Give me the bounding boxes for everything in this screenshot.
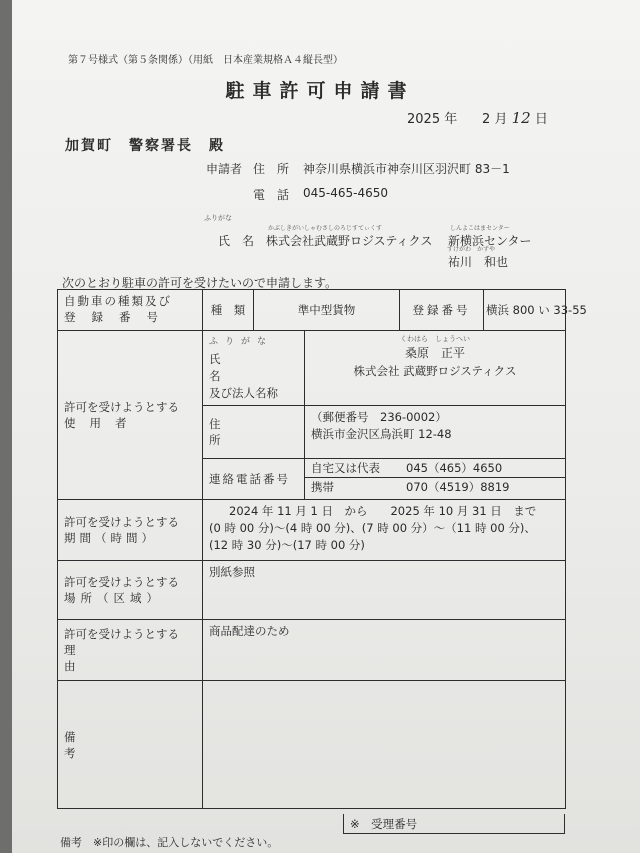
- applicant-name-label: 氏 名: [218, 234, 255, 248]
- place-row: [58, 561, 566, 620]
- user-mobile-phone: 070（4519）8819: [406, 480, 510, 494]
- applicant-company-ruby: かぶしきがいしゃむさしのろじすてぃくす: [268, 225, 383, 232]
- period-line2: (0 時 00 分)～(4 時 00 分)、(7 時 00 分）～（11 時 00 分)、: [209, 521, 536, 535]
- vehicle-label-line2: 登録番号: [64, 310, 174, 324]
- place-label-line2: 場所（区域）: [64, 591, 163, 605]
- reason-label: [58, 620, 203, 681]
- period-label-line1: 許可を受けようとする: [64, 515, 179, 529]
- user-name-cell: [305, 331, 566, 406]
- remarks-row: [58, 681, 566, 809]
- date-day-unit: 日: [534, 112, 548, 127]
- user-name-label-furigana: ふりがな: [209, 337, 274, 347]
- vehicle-reg-label: 登録番号: [400, 290, 484, 331]
- user-address-label: 住 所: [203, 406, 305, 459]
- applicant-company: 株式会社武蔵野ロジスティクス: [266, 234, 433, 248]
- footnote: 備考 ※印の欄は、記入しないでください。: [60, 836, 279, 849]
- user-name-label: [203, 331, 305, 406]
- vehicle-label-line1: 自動車の種類及び: [64, 294, 172, 308]
- user-mobile-label: 携帯: [311, 480, 334, 494]
- place-value: 別紙参照: [203, 561, 566, 620]
- remarks-value: [203, 681, 566, 809]
- receipt-number-box: ※ 受理番号: [343, 814, 565, 834]
- user-contact-cell: [305, 459, 566, 500]
- user-postal: （郵便番号 236-0002）: [311, 410, 447, 424]
- applicant-furigana-label: ふりがな: [204, 214, 232, 222]
- user-name-row: [58, 331, 566, 406]
- applicant-person: 祐川 和也: [448, 255, 509, 269]
- user-name-label-name: 氏名: [209, 352, 261, 383]
- place-label-line1: 許可を受けようとする: [64, 575, 179, 589]
- applicant-person-ruby: すけがわ かずや: [447, 246, 496, 253]
- user-name: 桑原 正平: [404, 346, 465, 360]
- vehicle-reg: 横浜 800 い 33-55: [484, 290, 566, 331]
- reason-value: 商品配達のため: [203, 620, 566, 681]
- date-day: 12: [511, 109, 531, 127]
- application-date: [407, 108, 548, 127]
- vehicle-label: [58, 290, 203, 331]
- period-line1: 2024 年 11 月 1 日 から 2025 年 10 月 31 日 まで: [229, 504, 537, 518]
- applicant-role-label: 申請者: [206, 162, 243, 176]
- page-title: 駐車許可申請書: [225, 80, 415, 102]
- user-name-label-corp: 及び法人名称: [209, 386, 278, 400]
- user-company: 株式会社 武蔵野ロジスティクス: [353, 364, 517, 378]
- reason-label-line1: 許可を受けようとする: [64, 627, 179, 641]
- user-label-line2: 使用者: [64, 416, 141, 430]
- vehicle-row: [58, 290, 566, 331]
- applicant-phone: 045-465-4650: [303, 186, 389, 200]
- form-number: 第７号様式（第５条関係）（用紙 日本産業規格Ａ４縦長型）: [68, 55, 343, 66]
- user-label: [58, 331, 203, 500]
- date-year-unit: 年: [444, 112, 458, 127]
- period-row: [58, 500, 566, 561]
- intro-text: 次のとおり駐車の許可を受けたいので申請します。: [62, 276, 338, 290]
- period-line3: (12 時 30 分)～(17 時 00 分): [209, 538, 365, 552]
- period-label: [58, 500, 203, 561]
- applicant-branch-ruby: しんよこはまセンター: [450, 225, 510, 232]
- remarks-label: 備考: [58, 681, 203, 809]
- date-month: 2: [482, 112, 491, 127]
- user-home-phone: 045（465）4650: [406, 461, 503, 475]
- user-home-row: [305, 459, 565, 478]
- applicant-address-label: 住 所: [253, 162, 290, 176]
- vehicle-type-label: 種 類: [203, 290, 254, 331]
- date-month-unit: 月: [494, 112, 508, 127]
- user-home-label: 自宅又は代表: [311, 461, 380, 475]
- applicant-address: 神奈川県横浜市神奈川区羽沢町 83－1: [303, 162, 510, 176]
- date-year: 2025: [407, 112, 441, 127]
- reason-row: [58, 620, 566, 681]
- user-label-line1: 許可を受けようとする: [64, 400, 179, 414]
- period-label-line2: 期間（時間）: [64, 531, 157, 545]
- reason-label-line2: 理由: [64, 643, 174, 673]
- user-mobile-row: [305, 478, 565, 496]
- applicant-branch: 新横浜センター: [448, 234, 532, 248]
- place-label: [58, 561, 203, 620]
- applicant-phone-label: 電 話: [253, 188, 290, 202]
- user-address: 横浜市金沢区鳥浜町 12-48: [311, 427, 452, 441]
- user-address-cell: [305, 406, 566, 459]
- addressee: 加賀町 警察署長 殿: [65, 138, 225, 154]
- vehicle-type: 準中型貨物: [254, 290, 400, 331]
- application-table: [57, 289, 587, 809]
- user-name-ruby: くわはら しょうへい: [400, 335, 470, 343]
- user-contact-label: 連絡電話番号: [203, 459, 305, 500]
- period-cell: [203, 500, 566, 561]
